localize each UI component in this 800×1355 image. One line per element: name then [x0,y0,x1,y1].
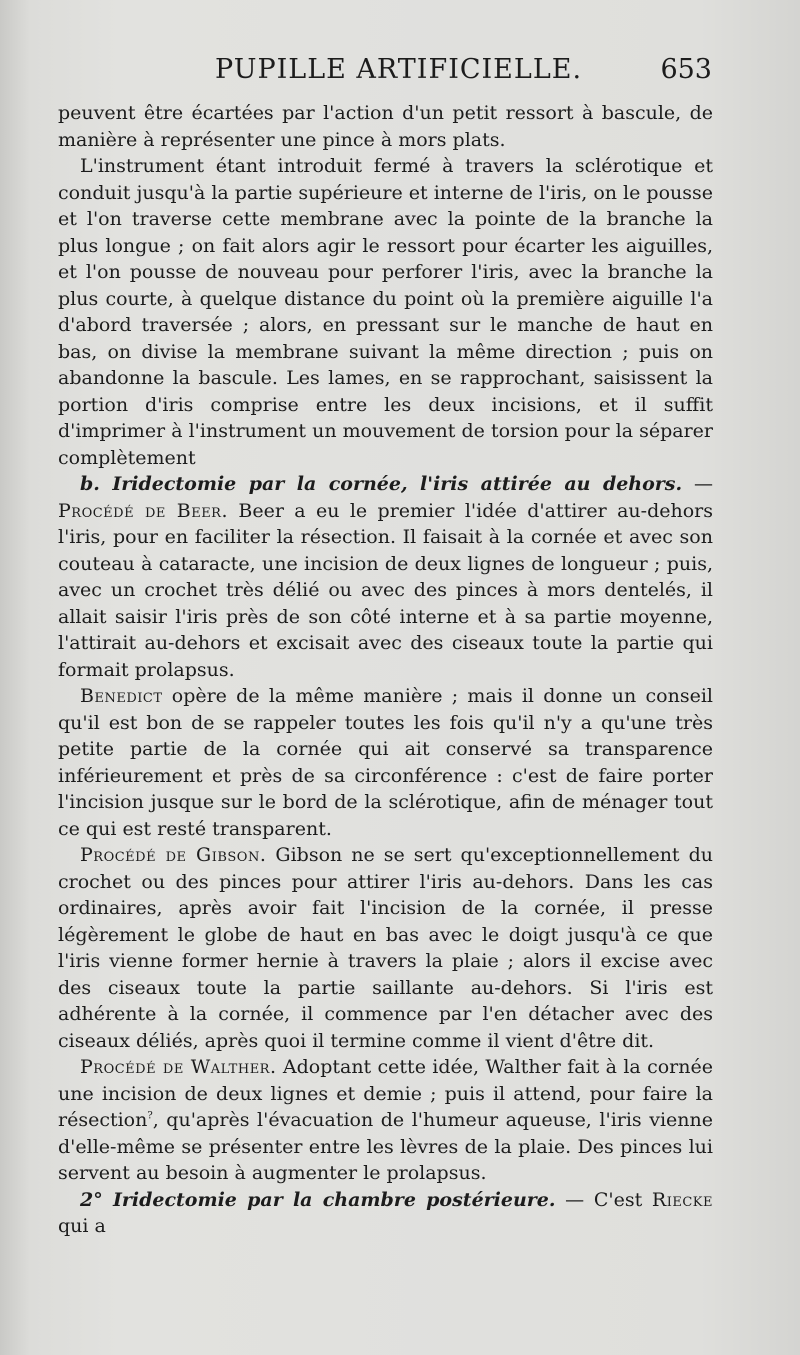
paragraph-2: L'instrument étant introduit fermé à travers la sclérotique et conduit jusqu'à la partie supérieure et interne de l'iris, on le pousse et l'on traverse cette membrane avec la pointe de la branche la plus longue ; on fait alors agir le ressort pour écarter les aiguilles, et l'on pousse de nouveau pour perforer l'iris, avec la branche la plus courte, à quelque distance du point où la première aiguille l'a d'abord traversée ; alors, en pressant sur le manche de haut en bas, on divise la membrane suivant la même direction ; puis on abandonne la bascule. Les lames, en se rapprochant, saisissent la portion d'iris comprise entre les deux incisions, et il suffit d'imprimer à l'instrument un mouvement de torsion pour la séparer complètement [58,155,713,469]
paragraph-6-text-b: , qu'après l'évacuation de l'humeur aqueuse, l'iris vienne d'elle-même se présenter entre les lèvres de la plaie. Des pinces lui servent au besoin à augmenter le prolapsus. [58,1109,713,1184]
name-riecke: Riecke [651,1188,713,1211]
name-benedict: Benedict [80,685,163,707]
body-text [58,100,713,1240]
heading-dash: — [682,473,713,495]
paragraph-6-text-a: Adoptant cette idée, Walther fait à la cornée une incision de deux lignes et demie ; puis il attend, pour faire la résection [58,1056,713,1131]
page-header [60,54,712,94]
footnote-mark: ? [147,1110,153,1122]
paragraph-1: peuvent être écartées par l'action d'un petit ressort à bascule, de manière à représenter une pince à mors plats. [58,102,713,151]
paragraph-4 [58,683,713,842]
section-heading-2: 2° Iridectomie par la chambre postérieure. [80,1188,556,1211]
paragraph-3 [58,471,713,683]
paragraph-7-text: qui a [58,1215,106,1237]
paragraph-5 [58,842,713,1054]
procedure-walther: Procédé de Walther. [80,1056,277,1078]
paragraph-3-text: Beer a eu le premier l'idée d'attirer au-dehors l'iris, pour en faciliter la résection. Il faisait à la cornée et avec son couteau à cataracte, une incision de deux lignes de longueur ; puis, avec un crochet très délié ou avec des pinces à mors dentelés, il allait saisir l'iris près de son côté interne et à sa partie moyenne, l'attirait au-dehors et excisait avec des ciseaux toute la partie qui formait prolapsus. [58,499,713,681]
procedure-beer: Procédé de Beer. [58,499,229,522]
section-heading-b: b. Iridectomie par la cornée, l'iris attirée au dehors. [80,473,683,495]
paragraph-7 [58,1187,713,1240]
paragraph-5-text: Gibson ne se sert qu'exceptionnellement du crochet ou des pinces pour attirer l'iris au-dehors. Dans les cas ordinaires, après avoir fait l'incision de la cornée, il presse légèrement le globe de haut en bas avec le doigt jusqu'à ce que l'iris vienne former hernie à travers la plaie ; alors il excise avec des ciseaux toute la partie saillante au-dehors. Si l'iris est adhérente à la cornée, il commence par l'en détacher avec des ciseaux déliés, après quoi il termine comme il vient d'être dit. [58,844,713,1052]
procedure-gibson: Procédé de Gibson. [80,844,267,866]
running-title: PUPILLE ARTIFICIELLE. [215,54,583,85]
heading-dash-2: — C'est [555,1188,652,1211]
paragraph-4-text: opère de la même manière ; mais il donne un conseil qu'il est bon de se rappeler toutes les fois qu'il n'y a qu'une très petite partie de la cornée qui ait conservé sa transparence inférieurement et près de sa circonférence : c'est de faire porter l'incision jusque sur le bord de la sclérotique, afin de ménager tout ce qui est resté transparent. [58,685,713,840]
page-number: 653 [660,54,712,85]
paragraph-6 [58,1054,713,1187]
